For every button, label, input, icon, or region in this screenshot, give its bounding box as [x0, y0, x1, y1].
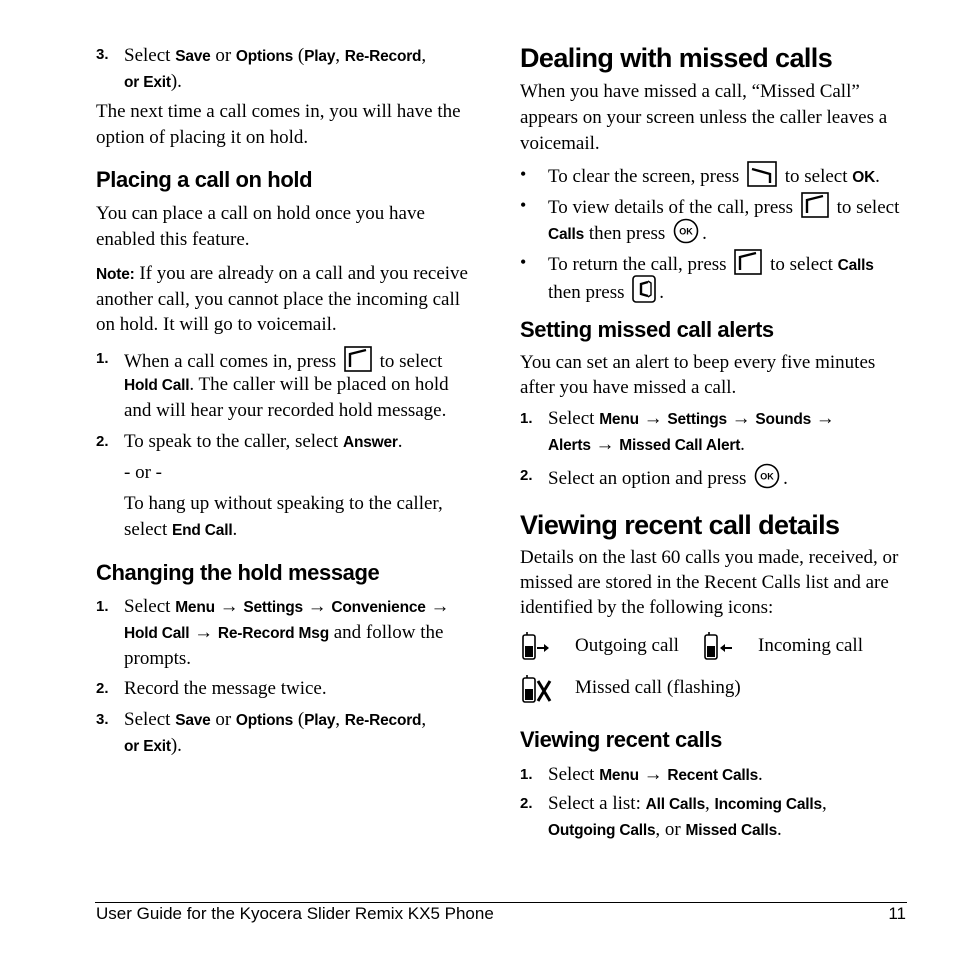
heading-setting-missed-call-alerts: Setting missed call alerts	[520, 317, 774, 342]
paragraph-next-call-l2: option of placing it on hold.	[96, 127, 309, 148]
ok-key-icon	[754, 463, 780, 489]
page-number: 11	[888, 904, 906, 923]
change-step-3-line2: or Exit).	[124, 735, 182, 756]
heading-viewing-recent-calls: Viewing recent calls	[520, 727, 722, 752]
or-separator: - or -	[124, 462, 162, 483]
left-softkey-icon	[734, 249, 762, 275]
change-step-1-line3: prompts.	[124, 648, 192, 669]
hang-up-line-2: select End Call.	[124, 519, 238, 540]
footer-title: User Guide for the Kyocera Slider Remix KX5 Phone	[96, 904, 494, 923]
incoming-call-label: Incoming call	[758, 635, 863, 656]
missed-call-icon	[520, 675, 554, 705]
hold-step-1-line2: Hold Call. The caller will be placed on hold	[124, 374, 449, 395]
paragraph-missed-l2: appears on your screen unless the caller leaves a	[520, 107, 888, 128]
alert-step-1-line2: Alerts → Missed Call Alert.	[548, 434, 745, 455]
right-softkey-icon	[747, 161, 777, 187]
heading-changing-hold-message: Changing the hold message	[96, 560, 380, 585]
heading-placing-call-on-hold: Placing a call on hold	[96, 167, 313, 192]
paragraph-recent-l3: identified by the following icons:	[520, 597, 774, 618]
svg-text:OK: OK	[679, 226, 693, 237]
paragraph-recent-l2: missed are stored in the Recent Calls list and are	[520, 572, 889, 593]
view-step-2-line2: Outgoing Calls, or Missed Calls.	[548, 819, 782, 840]
bullet-view-details-line2: Calls then press OK .	[548, 218, 707, 248]
paragraph-recent-l1: Details on the last 60 calls you made, received, or	[520, 547, 899, 568]
missed-call-label: Missed call (flashing)	[575, 677, 741, 698]
paragraph-place-l2: enabled this feature.	[96, 229, 250, 250]
left-softkey-icon	[801, 192, 829, 218]
paragraph-place-l1: You can place a call on hold once you have	[96, 203, 425, 224]
paragraph-alerts-l1: You can set an alert to beep every five minutes	[520, 352, 876, 373]
outgoing-call-label: Outgoing call	[575, 635, 679, 656]
note-line-1: Note: If you are already on a call and you receive	[96, 263, 468, 284]
bullet-return-call-line2: then press .	[548, 275, 664, 306]
hold-step-1-line3: and will hear your recorded hold message.	[124, 400, 447, 421]
softkey-save: Save	[175, 48, 211, 65]
heading-dealing-missed-calls: Dealing with missed calls	[520, 43, 833, 73]
softkey-options: Options	[235, 48, 294, 65]
paragraph-missed-l1: When you have missed a call, “Missed Call”	[520, 81, 860, 102]
left-softkey-icon	[344, 346, 372, 372]
change-step-1-line2: Hold Call → Re-Record Msg and follow the	[124, 622, 444, 643]
incoming-call-icon	[702, 632, 734, 662]
paragraph-next-call-l1: The next time a call comes in, you will have the	[96, 101, 461, 122]
ok-key-icon	[673, 218, 699, 244]
outgoing-call-icon	[520, 632, 552, 662]
send-key-icon	[632, 275, 656, 303]
paragraph-missed-l3: voicemail.	[520, 133, 600, 154]
heading-viewing-recent-call-details: Viewing recent call details	[520, 510, 840, 540]
note-line-2: another call, you cannot place the incoming call	[96, 289, 461, 310]
paragraph-alerts-l2: after you have missed a call.	[520, 377, 737, 398]
note-label: Note:	[96, 266, 135, 283]
step-3-top-line2: or Exit).	[124, 71, 182, 92]
hang-up-line-1: To hang up without speaking to the caller,	[124, 493, 443, 514]
svg-text:OK: OK	[760, 471, 774, 482]
note-line-3: on hold. It will go to voicemail.	[96, 314, 337, 335]
